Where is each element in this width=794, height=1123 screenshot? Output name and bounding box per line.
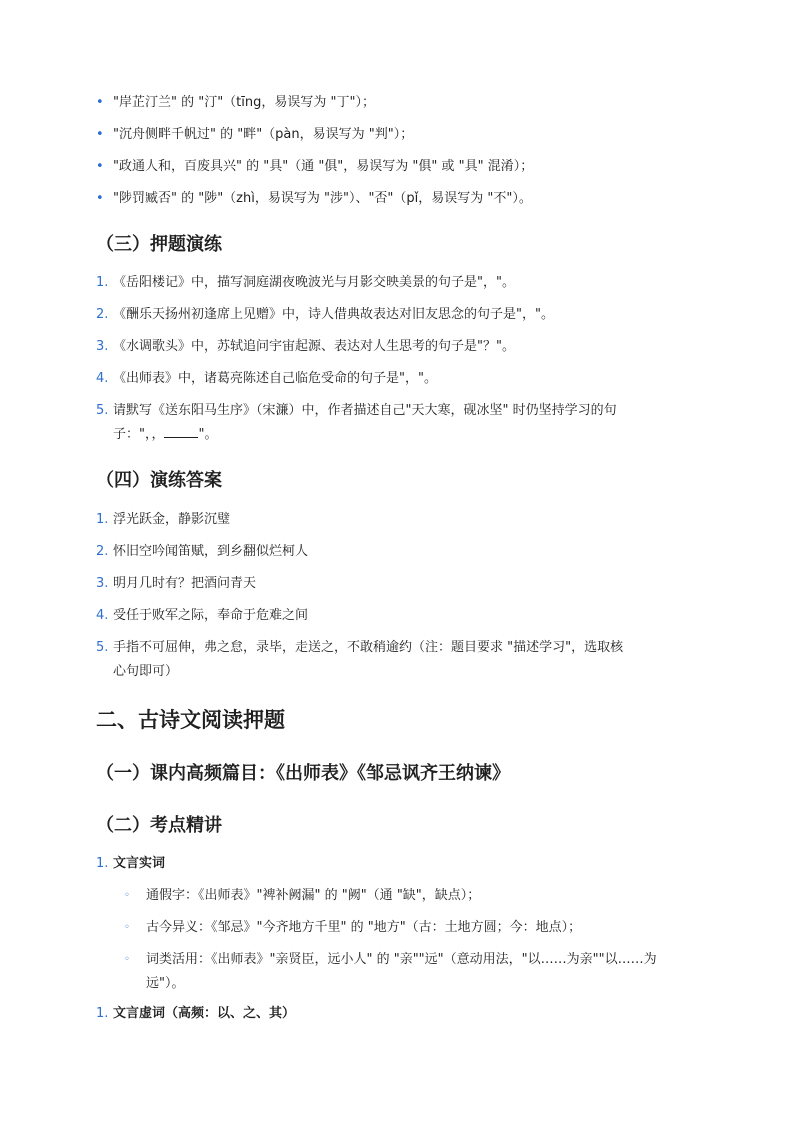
practice-item: 《酬乐天扬州初逢席上见赠》中，诗人借典故表达对旧友思念的句子是"，"。 bbox=[113, 307, 554, 322]
answer-item: 受任于败军之际，奉命于危难之间 bbox=[113, 608, 309, 623]
section-heading-answers: （四）演练答案 bbox=[96, 470, 222, 491]
bullet-item: "岸芷汀兰" 的 "汀"（tīng，易误写为 "丁"）； bbox=[113, 95, 375, 110]
answer-item: 明月几时有？把酒问青天 bbox=[113, 576, 257, 591]
list-number: 4. bbox=[96, 371, 109, 386]
section-heading-practice: （三）押题演练 bbox=[96, 234, 222, 255]
practice-item-continuation bbox=[113, 426, 217, 444]
list-number: 3. bbox=[96, 339, 109, 354]
list-number: 1. bbox=[96, 275, 109, 290]
answer-item: 怀旧空吟闻笛赋，到乡翻似烂柯人 bbox=[113, 544, 309, 559]
list-number: 1. bbox=[96, 1006, 109, 1021]
list-number: 1. bbox=[96, 856, 109, 871]
bullet-item: "陟罚臧否" 的 "陟"（zhì，易误写为 "涉"）、"否"（pǐ，易误写为 "不"）。 bbox=[113, 191, 532, 206]
answer-item-continuation: 心句即可） bbox=[113, 664, 179, 679]
bullet-item: "政通人和，百废具兴" 的 "具"（通 "俱"，易误写为 "俱" 或 "具" 混淆）； bbox=[113, 159, 534, 174]
sub-bullet-marker: ◦ bbox=[124, 922, 130, 933]
practice-item: 请默写《送东阳马生序》（宋濂）中，作者描述自己"天大寒，砚冰坚" 时仍坚持学习的句 bbox=[113, 403, 617, 418]
list-number: 2. bbox=[96, 544, 109, 559]
key-point-label: 文言实词 bbox=[113, 856, 166, 871]
sub-bullet-marker: ◦ bbox=[124, 890, 130, 901]
answer-item: 手指不可屈伸，弗之怠，录毕，走送之，不敢稍逾约（注：题目要求 "描述学习"，选取核 bbox=[113, 640, 624, 655]
bullet-marker: • bbox=[96, 159, 104, 174]
list-number: 2. bbox=[96, 307, 109, 322]
practice-item: 《岳阳楼记》中，描写洞庭湖夜晚波光与月影交映美景的句子是"，"。 bbox=[113, 275, 515, 290]
subsection-heading-texts: （一）课内高频篇目：《出师表》《邹忌讽齐王纳谏》 bbox=[96, 763, 510, 784]
key-point-label: 文言虚词（高频：以、之、其） bbox=[113, 1006, 296, 1021]
bullet-marker: • bbox=[96, 127, 104, 142]
key-point-item: 通假字：《出师表》"裨补阙漏" 的 "阙"（通 "缺"，缺点）； bbox=[146, 888, 481, 903]
key-point-item: 古今异义：《邹忌》"今齐地方千里" 的 "地方"（古：土地方圆；今：地点）； bbox=[146, 920, 582, 935]
chapter-heading: 二、古诗文阅读押题 bbox=[96, 708, 285, 732]
list-number: 1. bbox=[96, 512, 109, 527]
sub-bullet-marker: ◦ bbox=[124, 954, 130, 965]
fill-in-blank bbox=[164, 426, 198, 438]
bullet-marker: • bbox=[96, 191, 104, 206]
bullet-item: "沉舟侧畔千帆过" 的 "畔"（pàn，易误写为 "判"）； bbox=[113, 127, 414, 142]
list-number: 5. bbox=[96, 640, 109, 655]
list-number: 5. bbox=[96, 403, 109, 418]
practice-item-text: 子："，， bbox=[113, 427, 165, 442]
bullet-marker: • bbox=[96, 95, 104, 110]
subsection-heading-points: （二）考点精讲 bbox=[96, 815, 222, 836]
key-point-item: 词类活用：《出师表》"亲贤臣，远小人" 的 "亲""远"（意动用法，"以……为亲""以……为远"）。 bbox=[146, 952, 657, 991]
practice-item: 《水调歌头》中，苏轼追问宇宙起源、表达对人生思考的句子是"？"。 bbox=[113, 339, 515, 354]
list-number: 4. bbox=[96, 608, 109, 623]
practice-item-text-end: "。 bbox=[198, 427, 218, 442]
answer-item: 浮光跃金，静影沉璧 bbox=[113, 512, 231, 527]
list-number: 3. bbox=[96, 576, 109, 591]
practice-item: 《出师表》中，诸葛亮陈述自己临危受命的句子是"，"。 bbox=[113, 371, 437, 386]
